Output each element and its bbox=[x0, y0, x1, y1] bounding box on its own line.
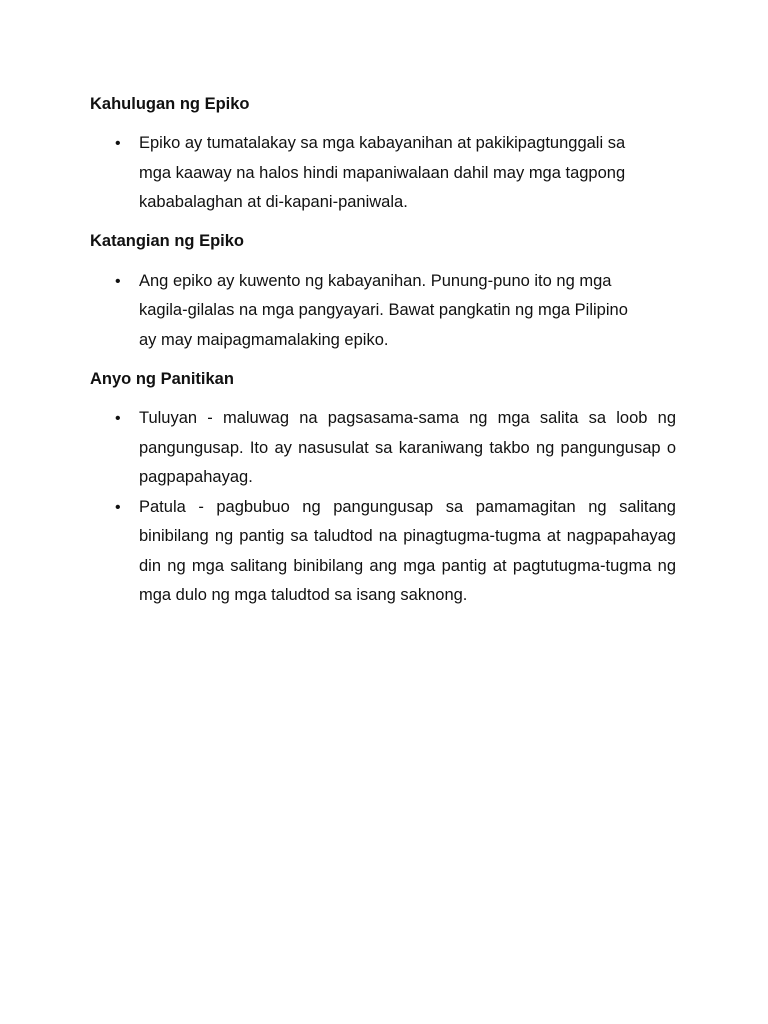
section-heading-katangian: Katangian ng Epiko bbox=[90, 231, 245, 250]
bullet-icon: • bbox=[115, 410, 121, 427]
list-item-text: Epiko ay tumatalakay sa mga kabayanihan at pakikipagtunggali sa mga kaaway na halos hindi mapaniwalaan dahil may mga tagpong kababalaghan at di-kapani-paniwala. bbox=[139, 134, 626, 211]
list-item-text: Ang epiko ay kuwento ng kabayanihan. Punung-puno ito ng mga kagila-gilalas na mga pangyayari. Bawat pangkatin ng mga Pilipino ay may maipagmamalaking epiko. bbox=[139, 271, 628, 349]
list-item bbox=[90, 493, 676, 611]
list-item-text: Patula - pagbubuo ng pangungusap sa pamamagitan ng salitang binibilang ng pantig sa taludtod na pinagtugma-tugma at nagpapahayag din ng mga salitang binibilang ang mga pantig at pagtutugma-tugma ng mga dulo ng mga taludtod sa isang saknong. bbox=[139, 497, 676, 604]
bullet-icon: • bbox=[115, 135, 121, 152]
section-heading-kahulugan: Kahulugan ng Epiko bbox=[90, 95, 250, 113]
bullet-icon: • bbox=[115, 498, 121, 516]
list-item-text: Tuluyan - maluwag na pagsasama-sama ng mga salita sa loob ng pangungusap. Ito ay nasusulat sa karaniwang takbo ng pangungusap o pagpapahayag. bbox=[139, 409, 676, 486]
bullet-list bbox=[90, 404, 678, 611]
list-item bbox=[90, 129, 655, 218]
bullet-list bbox=[90, 129, 678, 218]
section-heading-anyo: Anyo ng Panitikan bbox=[90, 370, 234, 388]
list-item bbox=[90, 404, 676, 493]
bullet-list bbox=[90, 267, 678, 356]
bullet-icon: • bbox=[115, 272, 121, 290]
document-page bbox=[90, 92, 678, 611]
list-item bbox=[90, 267, 629, 356]
